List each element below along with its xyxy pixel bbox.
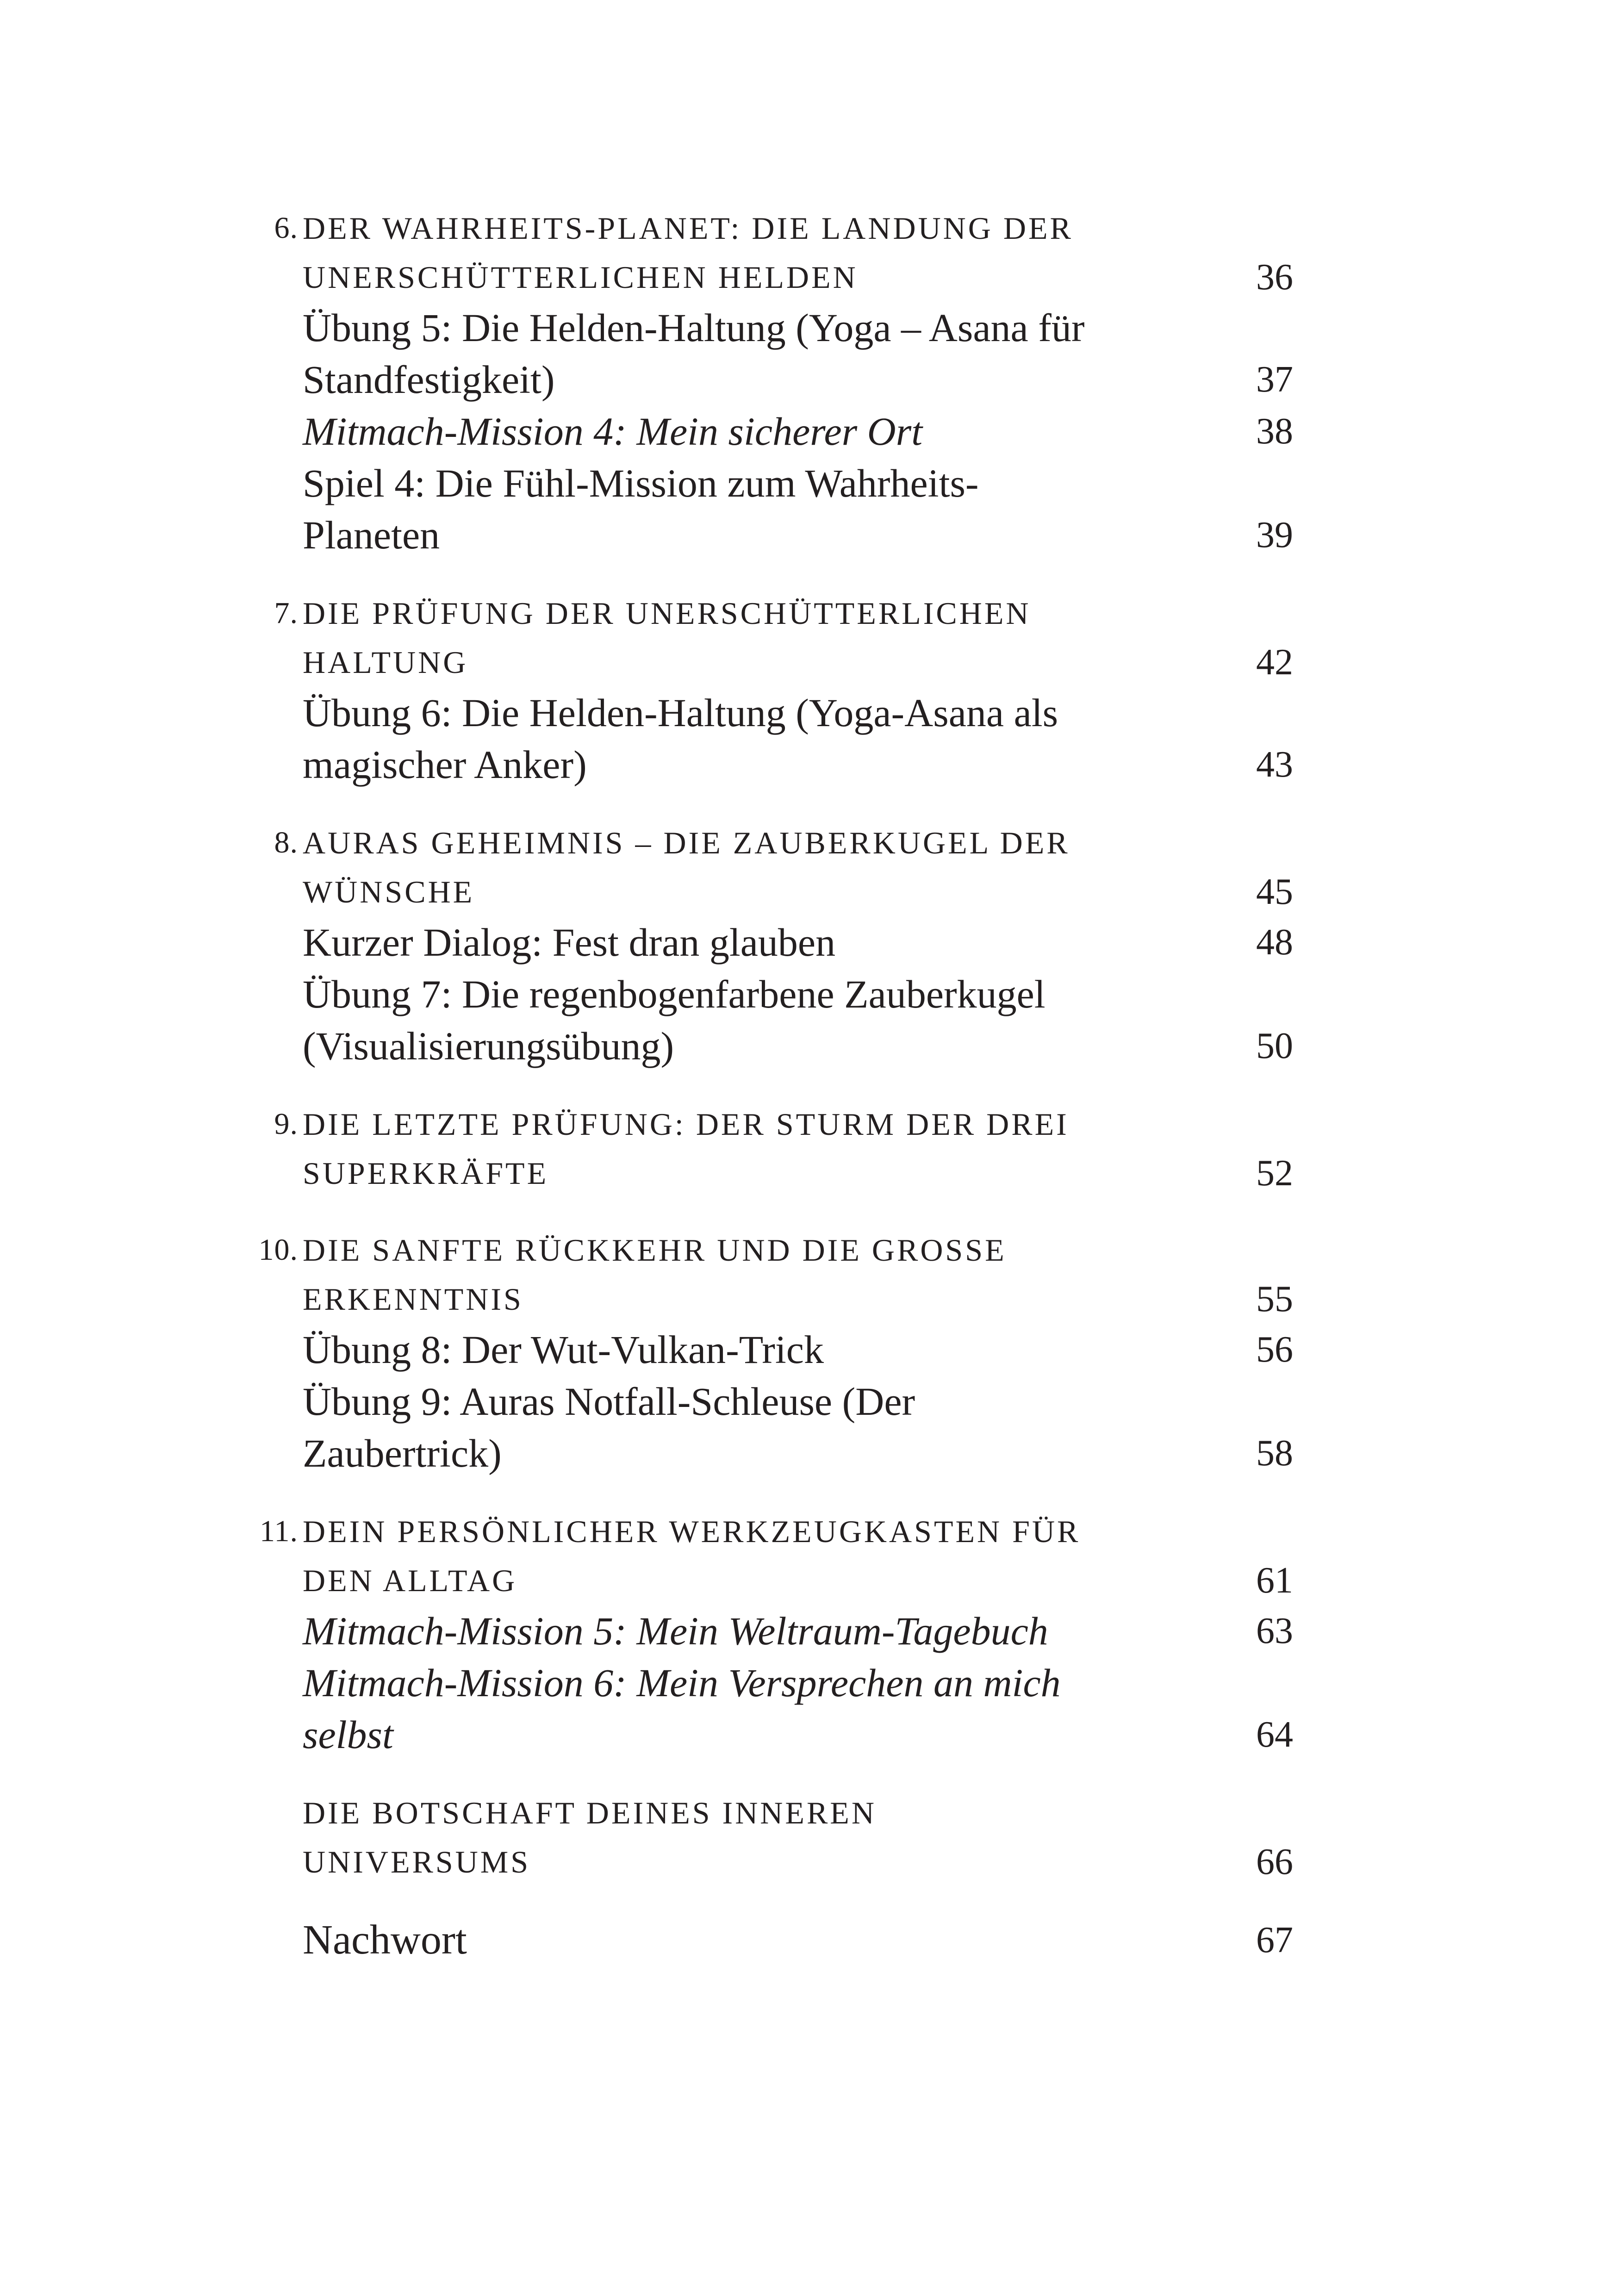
toc-entry-line (0, 1709, 1618, 1761)
page-number: 67 (1256, 1920, 1293, 1960)
chapter-title: DEIN PERSÖNLICHER WERKZEUGKASTEN FÜR (303, 1514, 1081, 1549)
chapter-title-line (0, 818, 1618, 867)
chapter-number: 9. (274, 1107, 298, 1141)
page-number: 55 (1256, 1279, 1293, 1319)
toc-entry-title: (Visualisierungsübung) (303, 1024, 674, 1068)
toc-entry-title: Übung 9: Auras Notfall-Schleuse (Der (303, 1379, 915, 1424)
toc-entry-title: magischer Anker) (303, 742, 587, 787)
toc-entry-line (0, 457, 1618, 509)
page-number: 43 (1256, 744, 1293, 785)
toc-chapter (0, 589, 1618, 790)
chapter-title: ERKENNTNIS (303, 1282, 523, 1317)
toc-entry-title: Übung 6: Die Helden-Haltung (Yoga-Asana als (303, 691, 1058, 735)
page-number: 58 (1256, 1433, 1293, 1474)
chapter-title-line (0, 253, 1618, 302)
toc-entry-title: Planeten (303, 513, 440, 557)
chapter-title: AURAS GEHEIMNIS – DIE ZAUBERKUGEL DER (303, 825, 1070, 860)
page-number: 37 (1256, 359, 1293, 400)
chapter-title: WÜNSCHE (303, 874, 475, 909)
chapter-title-line (0, 1837, 1618, 1886)
toc-chapter (0, 818, 1618, 1072)
toc-entry-line (0, 687, 1618, 739)
toc-afterword (0, 1914, 1618, 1966)
page-number: 36 (1256, 257, 1293, 298)
toc-entry-line (0, 916, 1618, 968)
chapter-title-line (0, 1507, 1618, 1556)
chapter-title-line (0, 1788, 1618, 1837)
chapter-title: DEN ALLTAG (303, 1563, 517, 1598)
chapter-title: HALTUNG (303, 645, 468, 680)
chapter-number: 8. (274, 826, 298, 859)
chapter-title-line (0, 1556, 1618, 1605)
page-number: 39 (1256, 515, 1293, 555)
page-number: 61 (1256, 1560, 1293, 1601)
chapter-number: 10. (258, 1233, 298, 1267)
chapter-title-line (0, 867, 1618, 916)
toc-entry-title: Mitmach-Mission 5: Mein Weltraum-Tagebuch (303, 1609, 1048, 1653)
toc-entry-line (0, 1020, 1618, 1072)
toc-entry-title: Übung 7: Die regenbogenfarbene Zauberkugel (303, 972, 1045, 1016)
chapter-number: 7. (274, 596, 298, 630)
chapter-title: DIE LETZTE PRÜFUNG: DER STURM DER DREI (303, 1107, 1069, 1142)
chapter-title-line (0, 204, 1618, 253)
toc-entry-line (0, 1914, 1618, 1966)
chapter-title-line (0, 589, 1618, 638)
toc-entry-title: Spiel 4: Die Fühl-Mission zum Wahrheits- (303, 461, 979, 505)
toc-chapter (0, 1788, 1618, 1886)
toc-entry-line (0, 1605, 1618, 1657)
toc-entry-title: Übung 5: Die Helden-Haltung (Yoga – Asana für (303, 305, 1085, 350)
page-number: 50 (1256, 1026, 1293, 1066)
chapter-title-line (0, 1149, 1618, 1198)
chapter-title: DER WAHRHEITS-PLANET: DIE LANDUNG DER (303, 211, 1073, 246)
toc-entry-line (0, 1427, 1618, 1479)
toc-entry-line (0, 405, 1618, 457)
toc-entry-line (0, 1375, 1618, 1427)
toc-entry-title: Standfestigkeit) (303, 357, 555, 402)
chapter-title: UNERSCHÜTTERLICHEN HELDEN (303, 260, 858, 295)
page-number: 48 (1256, 922, 1293, 963)
page-number: 66 (1256, 1842, 1293, 1882)
page-number: 38 (1256, 411, 1293, 452)
chapter-number: 11. (259, 1514, 298, 1548)
toc-entry-line (0, 1657, 1618, 1709)
chapter-title: UNIVERSUMS (303, 1844, 531, 1879)
toc-entry-title: Mitmach-Mission 4: Mein sicherer Ort (303, 409, 923, 454)
toc-chapter (0, 1100, 1618, 1198)
chapter-number: 6. (274, 211, 298, 245)
toc-entry-line (0, 968, 1618, 1020)
page-number: 56 (1256, 1329, 1293, 1370)
page-number: 63 (1256, 1611, 1293, 1651)
toc-chapter (0, 1226, 1618, 1479)
page-number: 42 (1256, 642, 1293, 683)
chapter-title: DIE PRÜFUNG DER UNERSCHÜTTERLICHEN (303, 596, 1031, 631)
toc-entry-line (0, 302, 1618, 354)
chapter-title-line (0, 1226, 1618, 1275)
toc-entry-line (0, 354, 1618, 405)
toc-entry-title: Zaubertrick) (303, 1431, 502, 1475)
toc-entry-title: Übung 8: Der Wut-Vulkan-Trick (303, 1327, 824, 1372)
page-number: 64 (1256, 1714, 1293, 1755)
table-of-contents (0, 204, 1618, 1994)
chapter-title-line (0, 638, 1618, 687)
toc-entry-title: selbst (303, 1712, 393, 1757)
toc-chapter (0, 1507, 1618, 1761)
page-number: 45 (1256, 871, 1293, 912)
afterword-title: Nachwort (303, 1917, 467, 1963)
chapter-title: DIE SANFTE RÜCKKEHR UND DIE GROSSE (303, 1232, 1007, 1268)
chapter-title-line (0, 1100, 1618, 1149)
toc-entry-line (0, 739, 1618, 790)
toc-entry-title: Mitmach-Mission 6: Mein Versprechen an mich (303, 1661, 1061, 1705)
page-number: 52 (1256, 1153, 1293, 1194)
toc-entry-title: Kurzer Dialog: Fest dran glauben (303, 920, 836, 964)
chapter-title: DIE BOTSCHAFT DEINES INNEREN (303, 1795, 877, 1830)
chapter-title: SUPERKRÄFTE (303, 1156, 549, 1191)
toc-chapter (0, 204, 1618, 561)
toc-entry-line (0, 1324, 1618, 1375)
toc-entry-line (0, 509, 1618, 561)
chapter-title-line (0, 1275, 1618, 1324)
